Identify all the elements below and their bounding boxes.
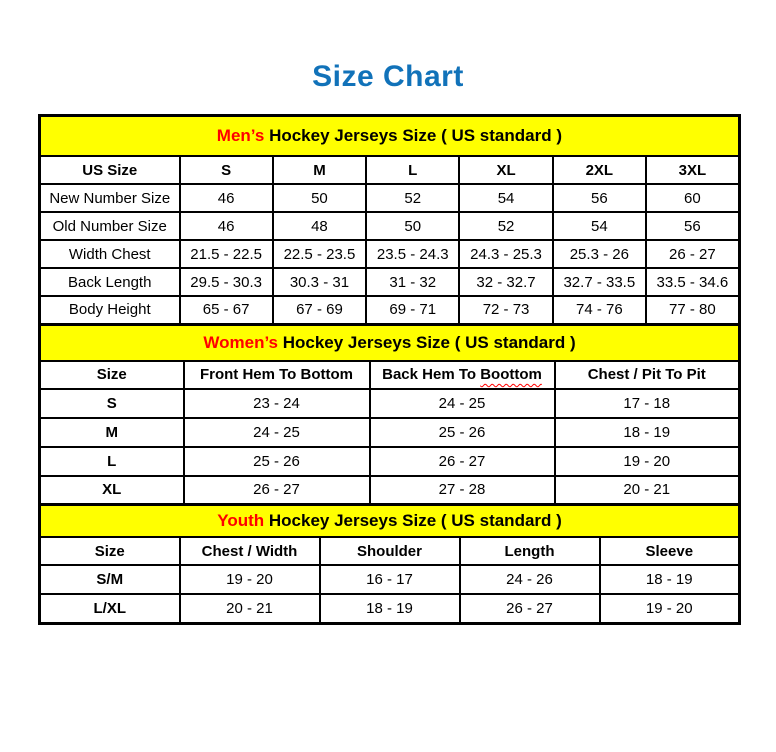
value-cell: 24 - 26 xyxy=(460,565,600,594)
value-cell: 50 xyxy=(273,184,366,212)
value-cell: 19 - 20 xyxy=(180,565,320,594)
value-cell: 20 - 21 xyxy=(555,476,740,505)
row-label-cell: M xyxy=(40,418,184,447)
value-cell: 32 - 32.7 xyxy=(459,268,552,296)
value-cell: 25.3 - 26 xyxy=(553,240,646,268)
column-header: US Size xyxy=(40,156,180,184)
mens-band-rest: Hockey Jerseys Size ( US standard ) xyxy=(264,126,562,145)
value-cell: 77 - 80 xyxy=(646,296,739,324)
value-cell: 24 - 25 xyxy=(184,418,370,447)
table-row xyxy=(40,418,740,447)
column-header: S xyxy=(180,156,273,184)
value-cell: 56 xyxy=(646,212,739,240)
mens-band-accent: Men’s xyxy=(216,126,265,145)
column-header: L xyxy=(366,156,459,184)
value-cell: 26 - 27 xyxy=(460,594,600,623)
value-cell: 17 - 18 xyxy=(555,389,740,418)
size-chart-tables xyxy=(38,114,738,625)
value-cell: 20 - 21 xyxy=(180,594,320,623)
value-cell: 24.3 - 25.3 xyxy=(459,240,552,268)
value-cell: 29.5 - 30.3 xyxy=(180,268,273,296)
value-cell: 46 xyxy=(180,212,273,240)
row-label-cell: Old Number Size xyxy=(40,212,180,240)
column-header: Chest / Pit To Pit xyxy=(555,361,740,389)
row-label-cell: Body Height xyxy=(40,296,180,324)
table-row xyxy=(40,212,740,240)
value-cell: 52 xyxy=(366,184,459,212)
womens-band-title xyxy=(40,324,740,361)
womens-size-table xyxy=(38,323,741,507)
value-cell: 26 - 27 xyxy=(646,240,739,268)
value-cell: 52 xyxy=(459,212,552,240)
column-header: 3XL xyxy=(646,156,739,184)
value-cell: 69 - 71 xyxy=(366,296,459,324)
table-row xyxy=(40,296,740,324)
row-label-cell: XL xyxy=(40,476,184,505)
value-cell: 72 - 73 xyxy=(459,296,552,324)
value-cell: 67 - 69 xyxy=(273,296,366,324)
column-header: Size xyxy=(40,361,184,389)
value-cell: 31 - 32 xyxy=(366,268,459,296)
page-title: Size Chart xyxy=(312,60,464,93)
value-cell: 24 - 25 xyxy=(370,389,555,418)
value-cell: 65 - 67 xyxy=(180,296,273,324)
value-cell: 54 xyxy=(459,184,552,212)
value-cell: 56 xyxy=(553,184,646,212)
row-label-cell: Back Length xyxy=(40,268,180,296)
row-label-cell: L/XL xyxy=(40,594,180,623)
row-label-cell: L xyxy=(40,447,184,476)
value-cell: 60 xyxy=(646,184,739,212)
misspelled-word: Boottom xyxy=(480,366,542,383)
value-cell: 50 xyxy=(366,212,459,240)
mens-band-title xyxy=(40,116,740,157)
table-row xyxy=(40,268,740,296)
table-row xyxy=(40,184,740,212)
youth-band-row xyxy=(40,505,740,538)
table-row xyxy=(40,565,740,594)
mens-header-row xyxy=(40,156,740,184)
youth-size-table xyxy=(38,503,741,625)
youth-band-accent: Youth xyxy=(217,511,265,530)
column-header xyxy=(370,361,555,389)
row-label-cell: S/M xyxy=(40,565,180,594)
value-cell: 32.7 - 33.5 xyxy=(553,268,646,296)
womens-header-row xyxy=(40,361,740,389)
value-cell: 25 - 26 xyxy=(184,447,370,476)
column-header: Chest / Width xyxy=(180,537,320,565)
table-row xyxy=(40,476,740,505)
column-header: Front Hem To Bottom xyxy=(184,361,370,389)
value-cell: 22.5 - 23.5 xyxy=(273,240,366,268)
womens-band-accent: Women’s xyxy=(203,332,278,352)
youth-band-title xyxy=(40,505,740,538)
value-cell: 74 - 76 xyxy=(553,296,646,324)
value-cell: 25 - 26 xyxy=(370,418,555,447)
row-label-cell: New Number Size xyxy=(40,184,180,212)
value-cell: 26 - 27 xyxy=(184,476,370,505)
value-cell: 23 - 24 xyxy=(184,389,370,418)
value-cell: 27 - 28 xyxy=(370,476,555,505)
row-label-cell: Width Chest xyxy=(40,240,180,268)
value-cell: 19 - 20 xyxy=(600,594,740,623)
value-cell: 16 - 17 xyxy=(320,565,460,594)
column-header: 2XL xyxy=(553,156,646,184)
value-cell: 46 xyxy=(180,184,273,212)
table-row xyxy=(40,594,740,623)
column-header: Sleeve xyxy=(600,537,740,565)
column-header-text: Back Hem To xyxy=(382,366,481,383)
column-header: XL xyxy=(459,156,552,184)
table-row xyxy=(40,447,740,476)
mens-size-table xyxy=(38,114,741,326)
value-cell: 21.5 - 22.5 xyxy=(180,240,273,268)
value-cell: 18 - 19 xyxy=(555,418,740,447)
value-cell: 33.5 - 34.6 xyxy=(646,268,739,296)
value-cell: 54 xyxy=(553,212,646,240)
value-cell: 18 - 19 xyxy=(320,594,460,623)
column-header: Size xyxy=(40,537,180,565)
table-row xyxy=(40,389,740,418)
womens-band-rest: Hockey Jerseys Size ( US standard ) xyxy=(278,332,576,352)
value-cell: 19 - 20 xyxy=(555,447,740,476)
value-cell: 18 - 19 xyxy=(600,565,740,594)
column-header: Length xyxy=(460,537,600,565)
column-header: Shoulder xyxy=(320,537,460,565)
womens-band-row xyxy=(40,324,740,361)
mens-band-row xyxy=(40,116,740,157)
column-header: M xyxy=(273,156,366,184)
value-cell: 26 - 27 xyxy=(370,447,555,476)
youth-header-row xyxy=(40,537,740,565)
youth-band-rest: Hockey Jerseys Size ( US standard ) xyxy=(264,511,562,530)
value-cell: 30.3 - 31 xyxy=(273,268,366,296)
row-label-cell: S xyxy=(40,389,184,418)
value-cell: 23.5 - 24.3 xyxy=(366,240,459,268)
table-row xyxy=(40,240,740,268)
value-cell: 48 xyxy=(273,212,366,240)
